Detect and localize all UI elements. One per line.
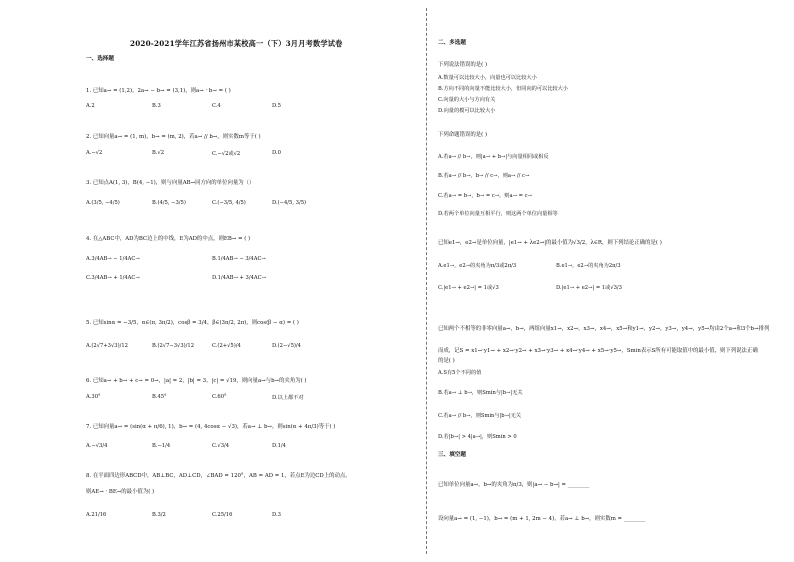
q10-option-d: D.若两个单位向量互相平行，则这两个单位向量相等: [438, 211, 558, 217]
question-9: 下列说法错误的是( ): [438, 62, 488, 68]
q3-option-c: C.(−3/5, 4/5): [212, 200, 246, 206]
question-4: 4. 在△ABC中，AD为BC边上的中线，E为AD的中点，则EB→ = ( ): [86, 236, 251, 242]
question-11: 已知e1→，e2→是单位向量，|e1→ + λe2→|的最小值为√3/2，λ∈R，则下列结论正确的是( ): [438, 240, 662, 246]
section-multi-heading: 二、多选题: [438, 40, 466, 46]
q9-option-b: B.方向不同的向量不能比较大小，但同向的可以比较大小: [438, 86, 568, 92]
q6-option-d: D.以上都不对: [272, 395, 304, 401]
q3-option-b: B.(4/5, −3/5): [152, 200, 186, 206]
q7-option-d: D.1/4: [272, 443, 286, 449]
q4-option-c: C.3/4AB→ + 1/4AC→: [86, 275, 140, 281]
q6-option-c: C.60°: [212, 394, 227, 400]
q9-option-c: C.向量的大小与方向有关: [438, 97, 496, 103]
q6-option-a: A.30°: [86, 394, 101, 400]
q12-option-b: B.若a→ ⊥ b→，则Smin与|b→|无关: [438, 390, 523, 396]
q7-option-c: C.√3/4: [212, 443, 230, 449]
q12-option-a: A.S有5个不同的值: [438, 370, 482, 376]
q9-option-d: D.向量的模可以比较大小: [438, 108, 496, 114]
question-12-cont2: 的是( ): [438, 358, 455, 364]
q11-option-b: B.e1→，e2→的夹角为2π/3: [556, 263, 621, 269]
q8-option-b: B.3/2: [152, 512, 166, 518]
q5-option-d: D.(2−√5)/4: [272, 343, 301, 349]
q6-option-b: B.45°: [152, 394, 167, 400]
exam-title: 2020-2021学年江苏省扬州市某校高一（下）3月月考数学试卷: [130, 39, 343, 48]
q8-option-a: A.21/16: [86, 512, 107, 518]
q11-option-d: D.|e1→ + e2→| = 1或√3/3: [556, 285, 622, 291]
q2-option-b: B.√2: [152, 150, 165, 156]
q5-option-a: A.(2√7+3√3)/12: [86, 343, 128, 349]
question-13: 已知单位向量a→，b→的夹角为π/3，则|a→ − b→| = ________: [438, 482, 590, 488]
q4-option-b: B.1/4AB→ − 3/4AC→: [212, 256, 266, 262]
question-2: 2. 已知向量a→ = (1, m)，b→ = (m, 2)，若a→ // b→，则实数m等于( ): [86, 134, 261, 140]
q8-option-d: D.3: [272, 512, 281, 518]
question-12-cont: 而成，记S = x1→·y1→ + x2→·y2→ + x3→·y3→ + x4→·y4→ + x5→·y5→，Smin表示S所有可能取值中的最小值，则下列说法正确: [438, 348, 758, 354]
q1-option-d: D.5: [272, 103, 281, 109]
q9-option-a: A.数量可以比较大小，向量也可以比较大小: [438, 75, 537, 81]
q12-option-d: D.若|b→| > 4|a→|，则Smin > 0: [438, 434, 517, 440]
q1-option-a: A.2: [86, 103, 95, 109]
q7-option-b: B.−1/4: [152, 443, 171, 449]
q12-option-c: C.若a→ // b→，则Smin与|b→|无关: [438, 413, 522, 419]
q2-option-a: A.−√2: [86, 150, 103, 156]
q11-option-a: A.e1→，e2→的夹角为π/3或2π/3: [438, 263, 517, 269]
q11-option-c: C.|e1→ + e2→| = 1或√3: [438, 285, 499, 291]
question-3: 3. 已知点A(1, 3)，B(4, −1)，则与向量AB→同方向的单位向量为（）: [86, 180, 255, 186]
question-8-cont: 则AE→ · BE→的最小值为( ): [86, 489, 155, 495]
q3-option-d: D.(−4/5, 3/5): [272, 200, 307, 206]
q10-option-b: B.若a→ // b→，b→ // c→，则a→ // c→: [438, 173, 530, 179]
question-5: 5. 已知sinα = −3/5，α∈(π, 3π/2)，cosβ = 3/4，β∈(3π/2, 2π)，则cos(β − α) = ( ): [86, 320, 299, 326]
question-12: 已知两个不相等的非零向量a→，b→，两组向量x1→，x2→，x3→，x4→，x5→和y1→，y2→，y3→，y4→，y5→均由2个a→和3个b→排列: [438, 326, 770, 332]
column-divider: [426, 8, 427, 554]
section-choice-heading: 一、选择题: [86, 56, 114, 62]
q10-option-c: C.若a→ = b→，b→ = c→，则a→ = c→: [438, 193, 532, 199]
q4-option-a: A.3/4AB→ − 1/4AC→: [86, 256, 140, 262]
section-fill-heading: 三、填空题: [438, 452, 466, 458]
q3-option-a: A.(3/5, −4/5): [86, 200, 120, 206]
question-6: 6. 已知a→ + b→ + c→ = 0→，|a| = 2，|b| = 3，|c| = √19，则向量a→与b→的夹角为( ): [86, 378, 307, 384]
q1-option-b: B.3: [152, 103, 161, 109]
question-10: 下列命题错误的是( ): [438, 132, 488, 138]
q4-option-d: D.1/4AB→ + 3/4AC→: [212, 275, 266, 281]
q1-option-c: C.4: [212, 103, 221, 109]
q8-option-c: C.25/16: [212, 512, 233, 518]
q7-option-a: A.−√3/4: [86, 443, 108, 449]
q2-option-d: D.0: [272, 150, 281, 156]
question-8: 8. 在平面四边形ABCD中，AB⊥BC，AD⊥CD，∠BAD = 120°，AB = AD = 1，若点E为边CD上的动点，: [86, 473, 351, 479]
question-14: 设向量a→ = (1, −1)，b→ = (m + 1, 2m − 4)，若a→ ⊥ b→，则实数m = ________: [438, 516, 646, 522]
question-1: 1. 已知a→ = (1,2)，2a→ − b→ = (3,1)，则a→ · b→ = ( ): [86, 88, 231, 94]
question-7: 7. 已知向量a→ = (sin(α + π/6), 1)，b→ = (4, 4cosα − √3)，若a→ ⊥ b→，则sin(α + 4π/3)等于( ): [86, 424, 336, 430]
q10-option-a: A.若a→ // b→，则|a→ + b→|与向量相同或相反: [438, 154, 549, 160]
q5-option-b: B.(2√7−3√3)/12: [152, 343, 195, 349]
q5-option-c: C.(2+√5)/4: [212, 343, 241, 349]
q2-option-c: C.−√2或√2: [212, 151, 241, 157]
